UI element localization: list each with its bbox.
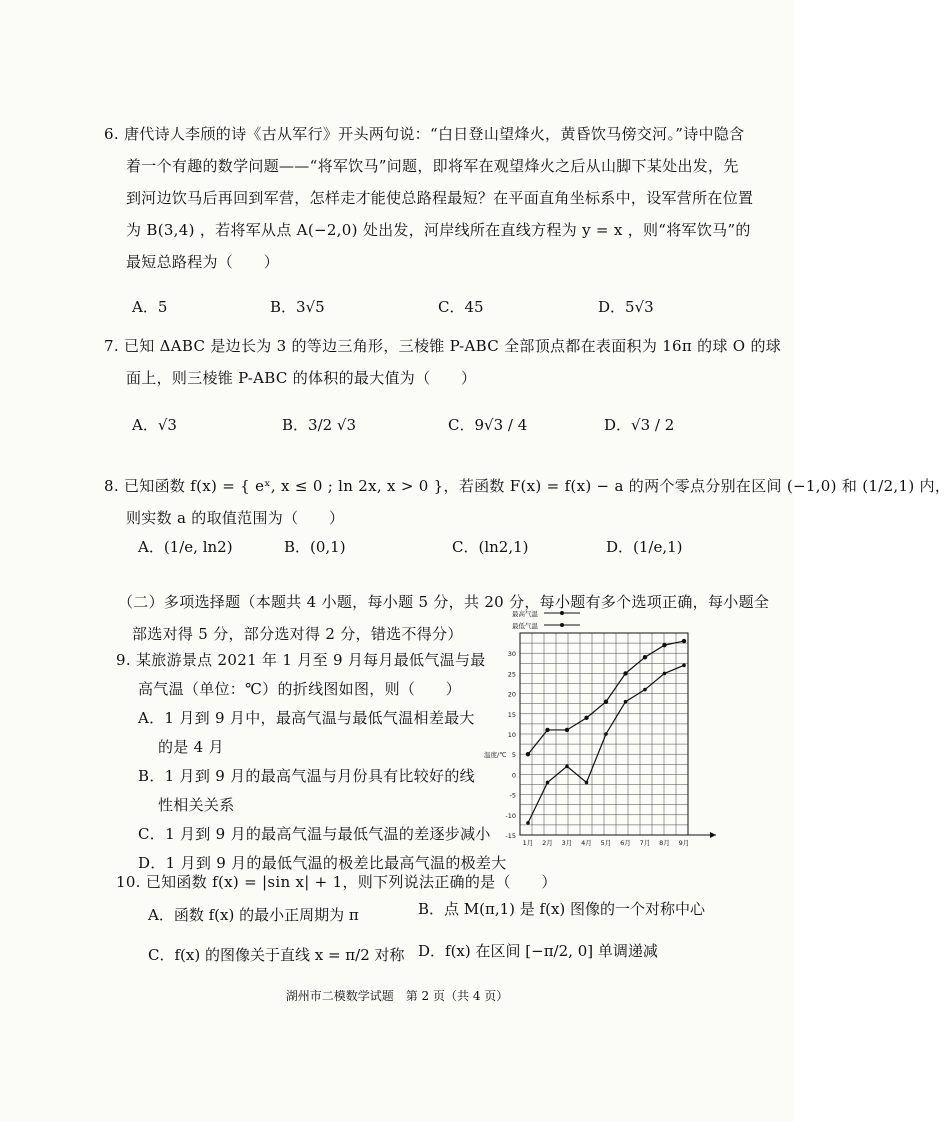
question-8-line: 8. 已知函数 f(x) = { eˣ, x ≤ 0 ; ln 2x, x > 0 }，若函数 F(x) = f(x) − a 的两个零点分别在区间 (−1,0) 和 (1/2,1) 内， <box>104 477 950 495</box>
data-point <box>604 732 608 736</box>
data-point <box>545 728 549 732</box>
question-9-option-a-cont: 的是 4 月 <box>158 738 224 756</box>
data-point <box>565 765 569 769</box>
x-tick-label: 5月 <box>600 839 612 847</box>
data-point <box>546 781 550 785</box>
question-7-line: 面上，则三棱锥 P-ABC 的体积的最大值为（ ） <box>126 369 477 387</box>
y-tick-label: -15 <box>505 832 516 840</box>
option-d: D．√3 / 2 <box>604 416 675 434</box>
question-8-line: 则实数 a 的取值范围为（ ） <box>126 509 345 527</box>
question-6-line: 着一个有趣的数学问题——“将军饮马”问题，即将军在观望烽火之后从山脚下某处出发，先 <box>126 157 739 175</box>
question-10 <box>116 866 557 898</box>
option-a: A．5 <box>132 298 168 316</box>
data-point <box>604 699 608 703</box>
x-tick-label: 8月 <box>659 839 670 847</box>
question-9-line: 高气温（单位：℃）的折线图如图，则（ ） <box>138 680 462 698</box>
question-9-option-b-cont: 性相关关系 <box>158 796 235 814</box>
option-a: A．(1/e, ln2) <box>138 538 233 556</box>
question-9-option-b: B．1 月到 9 月的最高气温与月份具有比较好的线 <box>138 767 475 785</box>
data-point <box>585 781 589 785</box>
option-b: B．点 M(π,1) 是 f(x) 图像的一个对称中心 <box>418 900 706 918</box>
question-9-line: 9. 某旅游景点 2021 年 1 月至 9 月每月最低气温与最 <box>116 651 486 669</box>
section-heading-line: （二）多项选择题（本题共 4 小题，每小题 5 分，共 20 分，每小题有多个选项正确，每小题全 <box>118 593 770 611</box>
legend-label: 最高气温 <box>512 610 538 618</box>
option-c: C．9√3 / 4 <box>448 416 528 434</box>
question-6-line: 6. 唐代诗人李颀的诗《古从军行》开头两句说：“白日登山望烽火，黄昏饮马傍交河。”诗中隐含 <box>104 125 745 143</box>
x-tick-label: 4月 <box>581 839 592 847</box>
y-tick-label: -5 <box>509 791 516 800</box>
y-tick-label: 15 <box>507 710 516 719</box>
x-axis-arrow <box>710 832 716 838</box>
x-tick-label: 6月 <box>620 839 631 847</box>
x-tick-label: 9月 <box>678 839 690 847</box>
data-point <box>663 672 667 676</box>
legend-label: 最低气温 <box>512 622 538 630</box>
question-6-line: 最短总路程为（ ） <box>126 253 280 271</box>
question-9-option-c: C．1 月到 9 月的最高气温与最低气温的差逐步减小 <box>138 825 491 843</box>
option-b: B．(0,1) <box>284 538 346 556</box>
data-point <box>526 752 530 756</box>
data-point <box>643 655 647 659</box>
question-8 <box>104 470 950 534</box>
option-a: A．函数 f(x) 的最小正周期为 π <box>148 906 359 924</box>
question-9-option-a: A．1 月到 9 月中，最高气温与最低气温相差最大 <box>138 709 475 727</box>
series-line <box>528 641 684 754</box>
y-tick-label: 0 <box>511 771 516 780</box>
x-tick-label: 1月 <box>522 839 534 847</box>
y-tick-label: 30 <box>507 650 516 659</box>
data-point <box>565 728 569 732</box>
y-tick-label: 10 <box>507 731 516 739</box>
y-axis-label: 温度/℃ <box>484 751 507 760</box>
data-point <box>682 664 686 668</box>
data-point <box>526 821 530 825</box>
question-6-line: 为 B(3,4) ，若将军从点 A(−2,0) 处出发，河岸线所在直线方程为 y = x ，则“将军饮马”的 <box>126 221 751 239</box>
x-tick-label: 7月 <box>639 839 651 847</box>
y-tick-label: 25 <box>507 670 516 679</box>
data-point <box>682 639 686 643</box>
temperature-line-chart <box>482 603 720 853</box>
option-d: D．f(x) 在区间 [−π/2, 0] 单调递减 <box>418 942 658 960</box>
data-point <box>624 700 628 704</box>
question-7 <box>104 330 781 394</box>
question-7-line: 7. 已知 ΔABC 是边长为 3 的等边三角形，三棱锥 P-ABC 全部顶点都在表面积为 16π 的球 O 的球 <box>104 337 782 355</box>
question-9 <box>116 646 507 878</box>
option-c: C．45 <box>438 298 484 316</box>
y-tick-label: 20 <box>507 690 516 699</box>
legend-marker <box>560 611 564 615</box>
option-a: A．√3 <box>132 416 177 434</box>
data-point <box>584 716 588 720</box>
x-tick-label: 2月 <box>542 839 553 847</box>
data-point <box>623 671 627 675</box>
question-6-line: 到河边饮马后再回到军营，怎样走才能使总路程最短？在平面直角坐标系中，设军营所在位置 <box>126 189 754 207</box>
page-footer: 湖州市二模数学试题 第 2 页（共 4 页） <box>285 989 509 1003</box>
section-heading-line: 部选对得 5 分，部分选对得 2 分，错选不得分） <box>132 625 463 643</box>
option-d: D．5√3 <box>598 298 654 316</box>
option-d: D．(1/e,1) <box>606 538 683 556</box>
option-b: B．3√5 <box>270 298 325 316</box>
y-tick-label: -10 <box>505 811 516 820</box>
question-10-stem: 10. 已知函数 f(x) = |sin x| + 1，则下列说法正确的是（ ） <box>116 873 557 891</box>
data-point <box>662 643 666 647</box>
y-tick-label: 5 <box>511 751 516 760</box>
option-b: B．3/2 √3 <box>282 416 357 434</box>
legend-marker <box>560 623 564 627</box>
option-c: C．f(x) 的图像关于直线 x = π/2 对称 <box>148 946 405 964</box>
data-point <box>643 688 647 692</box>
x-tick-label: 3月 <box>561 839 573 847</box>
question-9-option-d: D．1 月到 9 月的最低气温的极差比最高气温的极差大 <box>138 854 507 872</box>
option-c: C．(ln2,1) <box>452 538 529 556</box>
question-6 <box>104 118 753 278</box>
